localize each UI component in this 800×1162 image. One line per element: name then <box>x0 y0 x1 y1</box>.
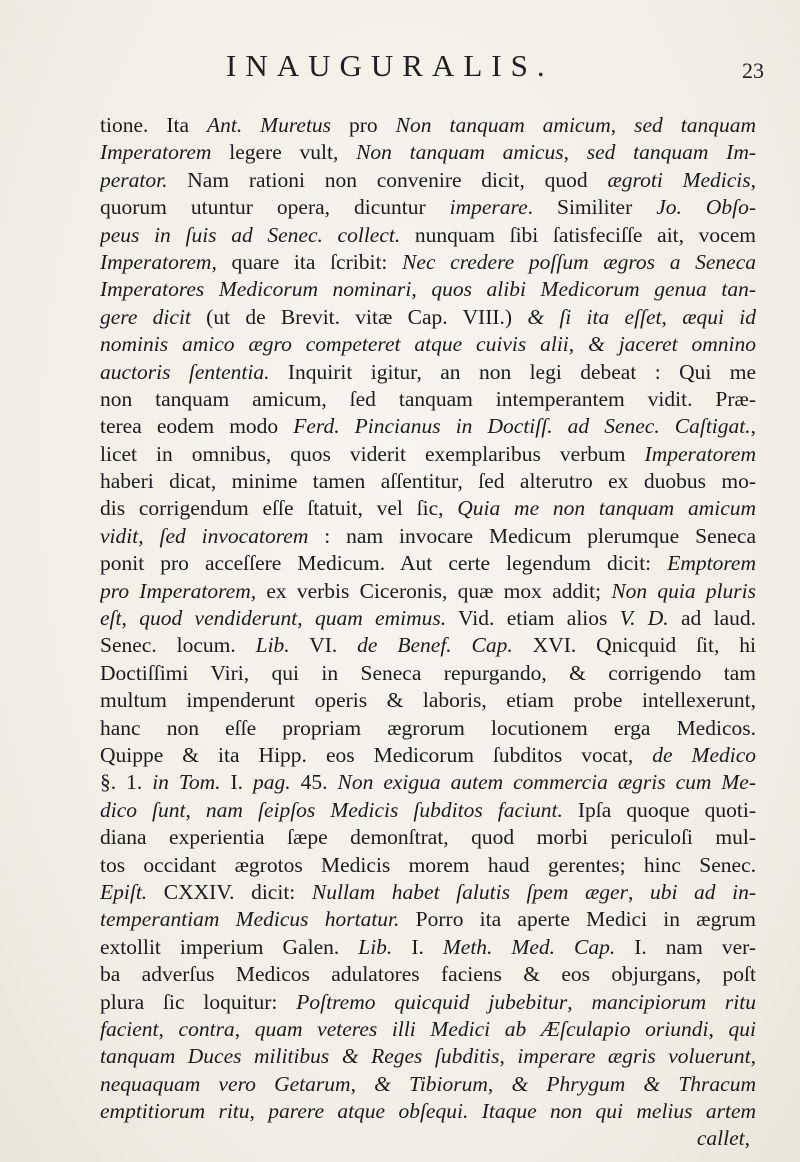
body-text <box>100 112 756 1153</box>
text-line: perator. Nam rationi non convenire dicit, quod ægroti Medicis, <box>100 167 756 192</box>
page-number: 23 <box>742 58 764 83</box>
text-line: nominis amico ægro competeret atque cuivis alii, & jaceret omnino <box>100 332 756 357</box>
text-line: licet in omnibus, quos viderit exemplaribus verbum Imperatorem <box>100 441 756 466</box>
text-line: callet, <box>696 1126 750 1151</box>
text-line: dico ſunt, nam ſeipſos Medicis ſubditos faciunt. Ipſa quoque quoti- <box>100 797 756 822</box>
text-line: facient, contra, quam veteres illi Medici ab Æſculapio oriundi, qui <box>100 1016 756 1041</box>
text-line: ba adverſus Medicos adulatores faciens & eos objurgans, poſt <box>100 962 756 987</box>
text-line: Senec. locum. Lib. VI. de Benef. Cap. XVI. Qnicquid ſit, hi <box>100 633 756 658</box>
text-line: vidit, ſed invocatorem : nam invocare Medicum plerumque Seneca <box>100 523 756 548</box>
text-line: Epiſt. CXXIV. dicit: Nullam habet ſalutis ſpem æger, ubi ad in- <box>100 879 756 904</box>
text-line: quorum utuntur opera, dicuntur imperare. Similiter Jo. Obſo- <box>100 195 756 220</box>
text-line: §. 1. in Tom. I. pag. 45. Non exigua autem commercia ægris cum Me- <box>100 770 756 795</box>
text-line: tione. Ita Ant. Muretus pro Non tanquam amicum, sed tanquam <box>100 113 756 137</box>
text-line: extollit imperium Galen. Lib. I. Meth. Med. Cap. I. nam ver- <box>100 934 756 959</box>
text-line: haberi dicat, minime tamen aſſentitur, ſed alterutro ex duobus mo- <box>100 469 756 494</box>
text-line: plura ſic loquitur: Poſtremo quicquid jubebitur, mancipiorum ritu <box>100 989 756 1014</box>
text-line: pro Imperatorem, ex verbis Ciceronis, quæ mox addit; Non quia pluris <box>100 578 756 603</box>
text-line: peus in ſuis ad Senec. collect. nunquam ſibi ſatisfeciſſe ait, vocem <box>100 222 756 247</box>
text-line: multum impenderunt operis & laboris, etiam probe intellexerunt, <box>100 688 756 713</box>
text-line: ponit pro acceſſere Medicum. Aut certe legendum dicit: Emptorem <box>100 551 756 576</box>
text-line: emptitiorum ritu, parere atque obſequi. Itaque non qui melius artem <box>100 1099 756 1124</box>
text-line: Imperatorem legere vult, Non tanquam amicus, sed tanquam Im- <box>100 140 756 165</box>
text-line: nequaquam vero Getarum, & Tibiorum, & Phrygum & Thracum <box>100 1071 756 1096</box>
text-line: auctoris ſententia. Inquirit igitur, an non legi debeat : Qui me <box>100 359 756 384</box>
text-line: Doctiſſimi Viri, qui in Seneca repurgando, & corrigendo tam <box>100 660 756 685</box>
text-line: diana experientia ſæpe demonſtrat, quod morbi periculoſi mul- <box>100 825 756 850</box>
text-line: Imperatorem, quare ita ſcribit: Nec credere poſſum ægros a Seneca <box>100 249 756 274</box>
text-line: tos occidant ægrotos Medicis morem haud gerentes; hinc Senec. <box>100 852 756 877</box>
text-line: non tanquam amicum, ſed tanquam intemperantem vidit. Præ- <box>100 386 756 411</box>
text-line: hanc non eſſe propriam ægrorum locutionem erga Medicos. <box>100 715 756 740</box>
text-line: Imperatores Medicorum nominari, quos alibi Medicorum genua tan- <box>100 277 756 302</box>
running-title: INAUGURALIS. <box>226 48 554 83</box>
text-line: dis corrigendum eſſe ſtatuit, vel ſic, Quia me non tanquam amicum <box>100 496 756 521</box>
text-line: terea eodem modo Ferd. Pincianus in Doctiſſ. ad Senec. Caſtigat., <box>100 414 756 439</box>
text-line: temperantiam Medicus hortatur. Porro ita aperte Medici in ægrum <box>100 907 756 932</box>
text-line: gere dicit (ut de Brevit. vitæ Cap. VIII.) & ſi ita eſſet, æqui id <box>100 304 756 329</box>
text-line: eſt, quod vendiderunt, quam emimus. Vid. etiam alios V. D. ad laud. <box>100 606 756 631</box>
text-line: Quippe & ita Hipp. eos Medicorum ſubditos vocat, de Medico <box>100 742 756 767</box>
text-line: tanquam Duces militibus & Reges ſubditis, imperare ægris voluerunt, <box>100 1044 756 1069</box>
